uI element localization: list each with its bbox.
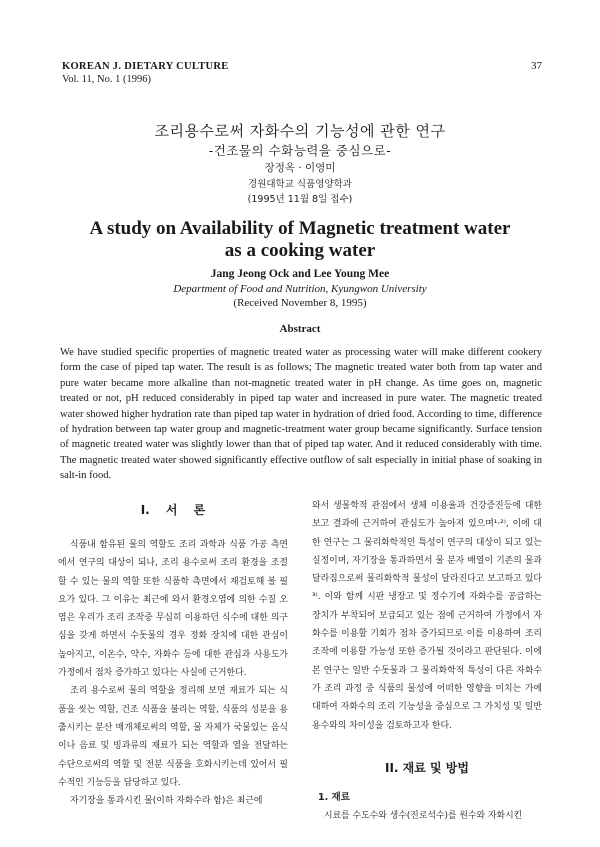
journal-volume: Vol. 11, No. 1 (1996) [62, 74, 151, 85]
english-affiliation: Department of Food and Nutrition, Kyungwon University [173, 283, 427, 295]
korean-received-date: (1995년 11월 8일 접수) [247, 194, 353, 205]
abstract-text: We have studied specific properties of magnetic treated water as processing water will make different cookery form the case of piped tap water. The result is as follows; The magnetic treated water both from tap water and pure water became more alkaline than not-magnetic treated water in pH change. As time goes on, magnetic treated or not, pH reduced considerably in piped tap water and increased in pure water. The magnetic treated water showed higher hydration rate than piped tap water in hydration of dried food. According to time, difference of hydration between tap water group and magnetic-treatment water group became significantly. Surface tension of magnetic treated water was slightly lower than that of piped tap water. And it reduced considerably with time. The magnetic treated water showed significantly effective outflow of salt especially in initial phase of soaking in salt-in food. [60, 347, 542, 482]
english-title-line2: as a cooking water [224, 240, 376, 261]
body-paragraph: 식품내 함유된 물의 역할도 조리 과학과 식품 가공 측면에서 연구의 대상이 되나, 조리 용수로써 조리 환경을 조절할 수 있는 물의 역할 또한 식품학 측면에서 재검토해 볼 필요가 있다. 그 이유는 최근에 와서 환경오염에 의한 수질 오염은 우리가 조리 조작중 무심히 이용하던 식수에 대한 의구심을 갖게 하면서 수돗물의 경우 정화 장치에 대한 관심이 높아지고, 이온수, 약수, 자화수 등에 대한 관심과 사용도가 가정에서 점차 증가하고 있다는 사실에 근거한다. [58, 540, 288, 679]
right-column [312, 497, 542, 825]
subsection-materials-title: 1. 재료 [318, 791, 350, 803]
body-paragraph: 와서 생물학적 관점에서 생체 이용율과 건강증진등에 대한 보고 결과에 근거하여 관심도가 높아져 있으며¹·²⁾, 이에 대한 연구는 그 물리화학적인 특성이 연구의 대상이 되고 있는 실정이며, 자기장을 통과하면서 물 분자 배열이 기존의 물과 달라짐으로써 물리화학적 물성이 달라진다고 보고하고 있다³⁾. 이와 함께 시판 냉장고 및 정수기에 자화수를 공급하는 장치가 부착되어 보급되고 있는 점에 근거하여 가정에서 자화수를 이용할 기회가 점차 증가되므로 이를 이용하여 조리 조작에 이용할 가능성 또한 증가될 것이라고 판단된다. 이에 본 연구는 일반 수돗물과 그 물리화학적 특성이 다른 자화수가 조리 과정 중 식품의 물성에 어떠한 영향을 미치는 가에 대하여 자화수의 조리 기능성을 중심으로 그 가치성 및 일반 용수와의 차이성을 검토하고자 한다. [312, 501, 542, 731]
body-paragraph: 시료를 수도수와 생수(진로석수)를 원수와 자화시킨 [324, 810, 523, 821]
journal-header [62, 60, 229, 86]
korean-authors: 장정옥 · 이영미 [264, 162, 336, 174]
left-column [58, 497, 288, 810]
body-paragraph: 조리 용수로써 물의 역할을 정리해 보면 재료가 되는 식품을 씻는 역할, 건조 식품을 불리는 역할, 식품의 성분을 용출시키는 분산 매개체로써의 역할, 물 자체가 국물있는 음식이나 음료 및 빙과류의 재료가 되는 역할과 열을 전달하는 수단으로써의 역할 및 전분 식품을 호화시키는데 있어서 필수적인 기능등을 담당하고 있다. [58, 686, 288, 788]
english-received-date: (Received November 8, 1995) [233, 297, 367, 309]
english-title-line1: A study on Availability of Magnetic treatment water [89, 218, 511, 239]
journal-name: KOREAN J. DIETARY CULTURE [62, 61, 229, 72]
page-number: 37 [531, 60, 542, 72]
english-title [0, 218, 600, 262]
korean-affiliation: 경원대학교 식품영양학과 [248, 179, 352, 190]
korean-title: 조리용수로써 자화수의 기능성에 관한 연구 [154, 122, 446, 140]
section-methods-title: II. 재료 및 방법 [385, 760, 469, 775]
korean-subtitle: -건조물의 수화능력을 중심으로- [208, 143, 392, 158]
body-paragraph: 자기장을 통과시킨 물(이하 자화수라 함)은 최근에 [70, 796, 263, 807]
abstract-heading: Abstract [279, 323, 321, 335]
section-introduction-title: I. 서 론 [140, 503, 206, 517]
english-authors: Jang Jeong Ock and Lee Young Mee [210, 268, 390, 280]
